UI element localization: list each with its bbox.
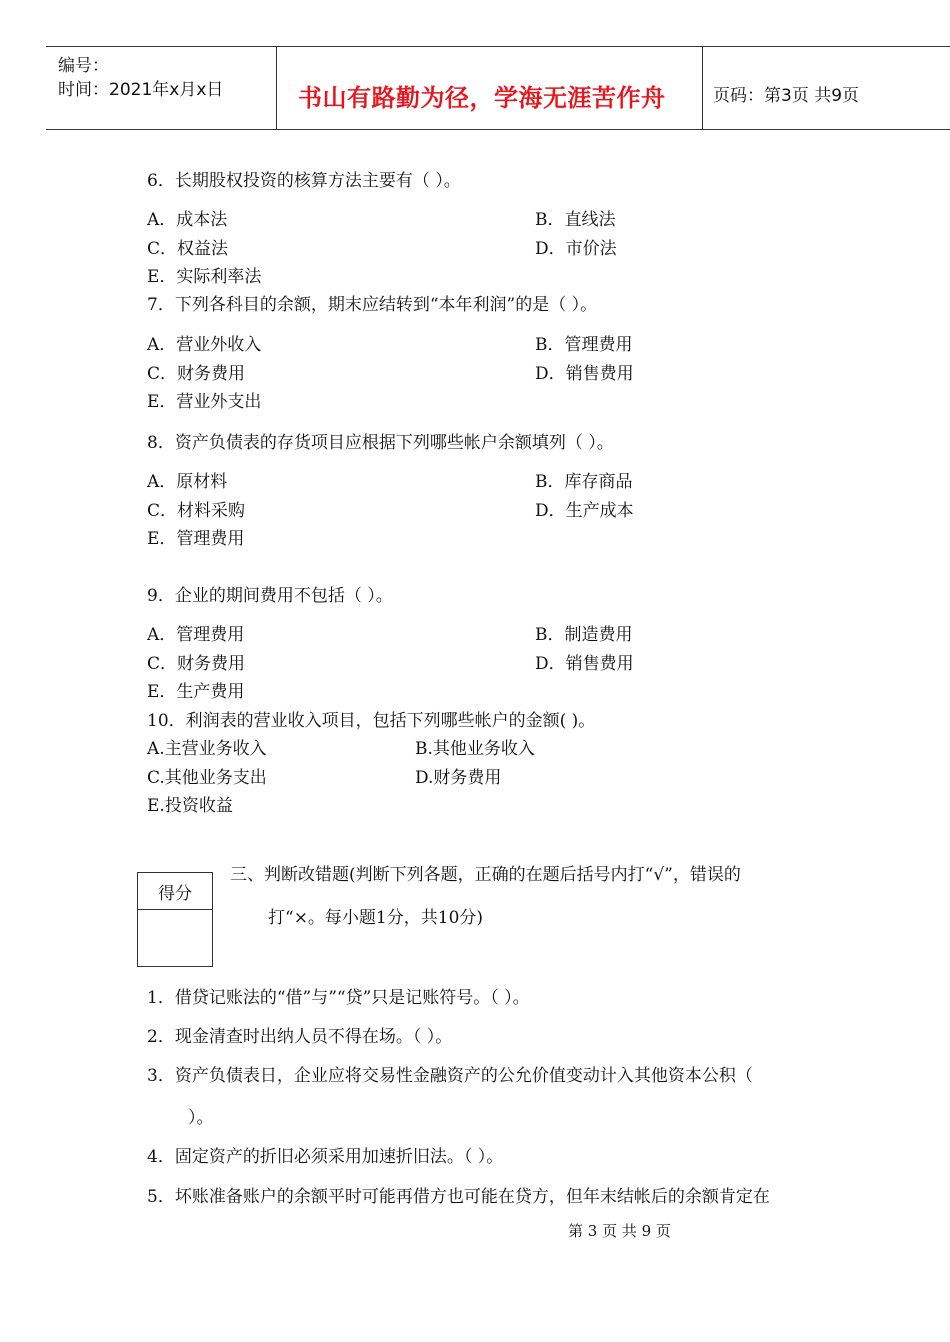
tf-item-4: 4．固定资产的折旧必须采用加速折旧法。（ ）。	[147, 1147, 504, 1167]
q9-stem: 9．企业的期间费用不包括（ ）。	[147, 586, 393, 606]
q9-option-d: D．销售费用	[535, 654, 634, 674]
header-motto: 书山有路勤为径，学海无涯苦作舟	[298, 84, 666, 112]
header-divider-right	[702, 46, 703, 130]
q10-option-b: B.其他业务收入	[415, 739, 535, 759]
score-label: 得分	[158, 884, 192, 904]
time-label: 时间：2021年x月x日	[58, 80, 224, 100]
q7-option-d: D．销售费用	[535, 364, 634, 384]
q8-option-e: E．管理费用	[147, 529, 245, 549]
q6-option-c: C．权益法	[147, 239, 229, 259]
q10-option-e: E.投资收益	[147, 796, 233, 816]
tf-item-5: 5．坏账准备账户的余额平时可能再借方也可能在贷方，但年末结帐后的余额肯定在	[147, 1187, 770, 1207]
q10-option-a: A.主营业务收入	[147, 739, 267, 759]
q9-option-c: C．财务费用	[147, 654, 246, 674]
header-page-info: 页码：第3页 共9页	[713, 86, 860, 106]
q9-option-a: A．管理费用	[147, 625, 245, 645]
q8-option-b: B．库存商品	[535, 472, 633, 492]
q10-stem: 10．利润表的营业收入项目，包括下列哪些帐户的金额( )。	[147, 711, 596, 731]
q6-stem: 6．长期股权投资的核算方法主要有（ ）。	[147, 171, 461, 191]
score-box	[137, 872, 213, 967]
section3-title-line2: 打“×。每小题1分，共10分)	[268, 908, 484, 928]
tf-item-1: 1．借贷记账法的“借”与”“贷”只是记账符号。（ ）。	[147, 988, 530, 1008]
q7-option-a: A．营业外收入	[147, 335, 262, 355]
q8-option-d: D．生产成本	[535, 501, 634, 521]
q6-option-d: D．市价法	[535, 239, 617, 259]
q9-option-e: E．生产费用	[147, 682, 245, 702]
score-divider	[138, 909, 212, 910]
q10-option-d: D.财务费用	[415, 768, 502, 788]
header-divider-left	[276, 46, 277, 130]
q10-option-c: C.其他业务支出	[147, 768, 267, 788]
q8-option-c: C．材料采购	[147, 501, 246, 521]
q8-option-a: A．原材料	[147, 472, 228, 492]
serial-label: 编号：	[58, 56, 109, 76]
tf-item-3-continued: ）。	[188, 1108, 214, 1128]
q7-option-e: E．营业外支出	[147, 392, 262, 412]
q6-option-a: A．成本法	[147, 210, 228, 230]
section3-title-line1: 三、判断改错题(判断下列各题，正确的在题后括号内打“√”，错误的	[230, 865, 741, 885]
q6-option-e: E．实际利率法	[147, 267, 262, 287]
q9-option-b: B．制造费用	[535, 625, 633, 645]
page-footer: 第 3 页 共 9 页	[568, 1222, 671, 1240]
q7-stem: 7．下列各科目的余额，期末应结转到“本年利润”的是（ ）。	[147, 295, 598, 315]
q6-option-b: B．直线法	[535, 210, 616, 230]
q8-stem: 8．资产负债表的存货项目应根据下列哪些帐户余额填列（ ）。	[147, 433, 614, 453]
q7-option-b: B．管理费用	[535, 335, 633, 355]
tf-item-3: 3．资产负债表日，企业应将交易性金融资产的公允价值变动计入其他资本公积（	[147, 1066, 753, 1086]
q7-option-c: C．财务费用	[147, 364, 246, 384]
tf-item-2: 2．现金清查时出纳人员不得在场。（ ）。	[147, 1027, 453, 1047]
